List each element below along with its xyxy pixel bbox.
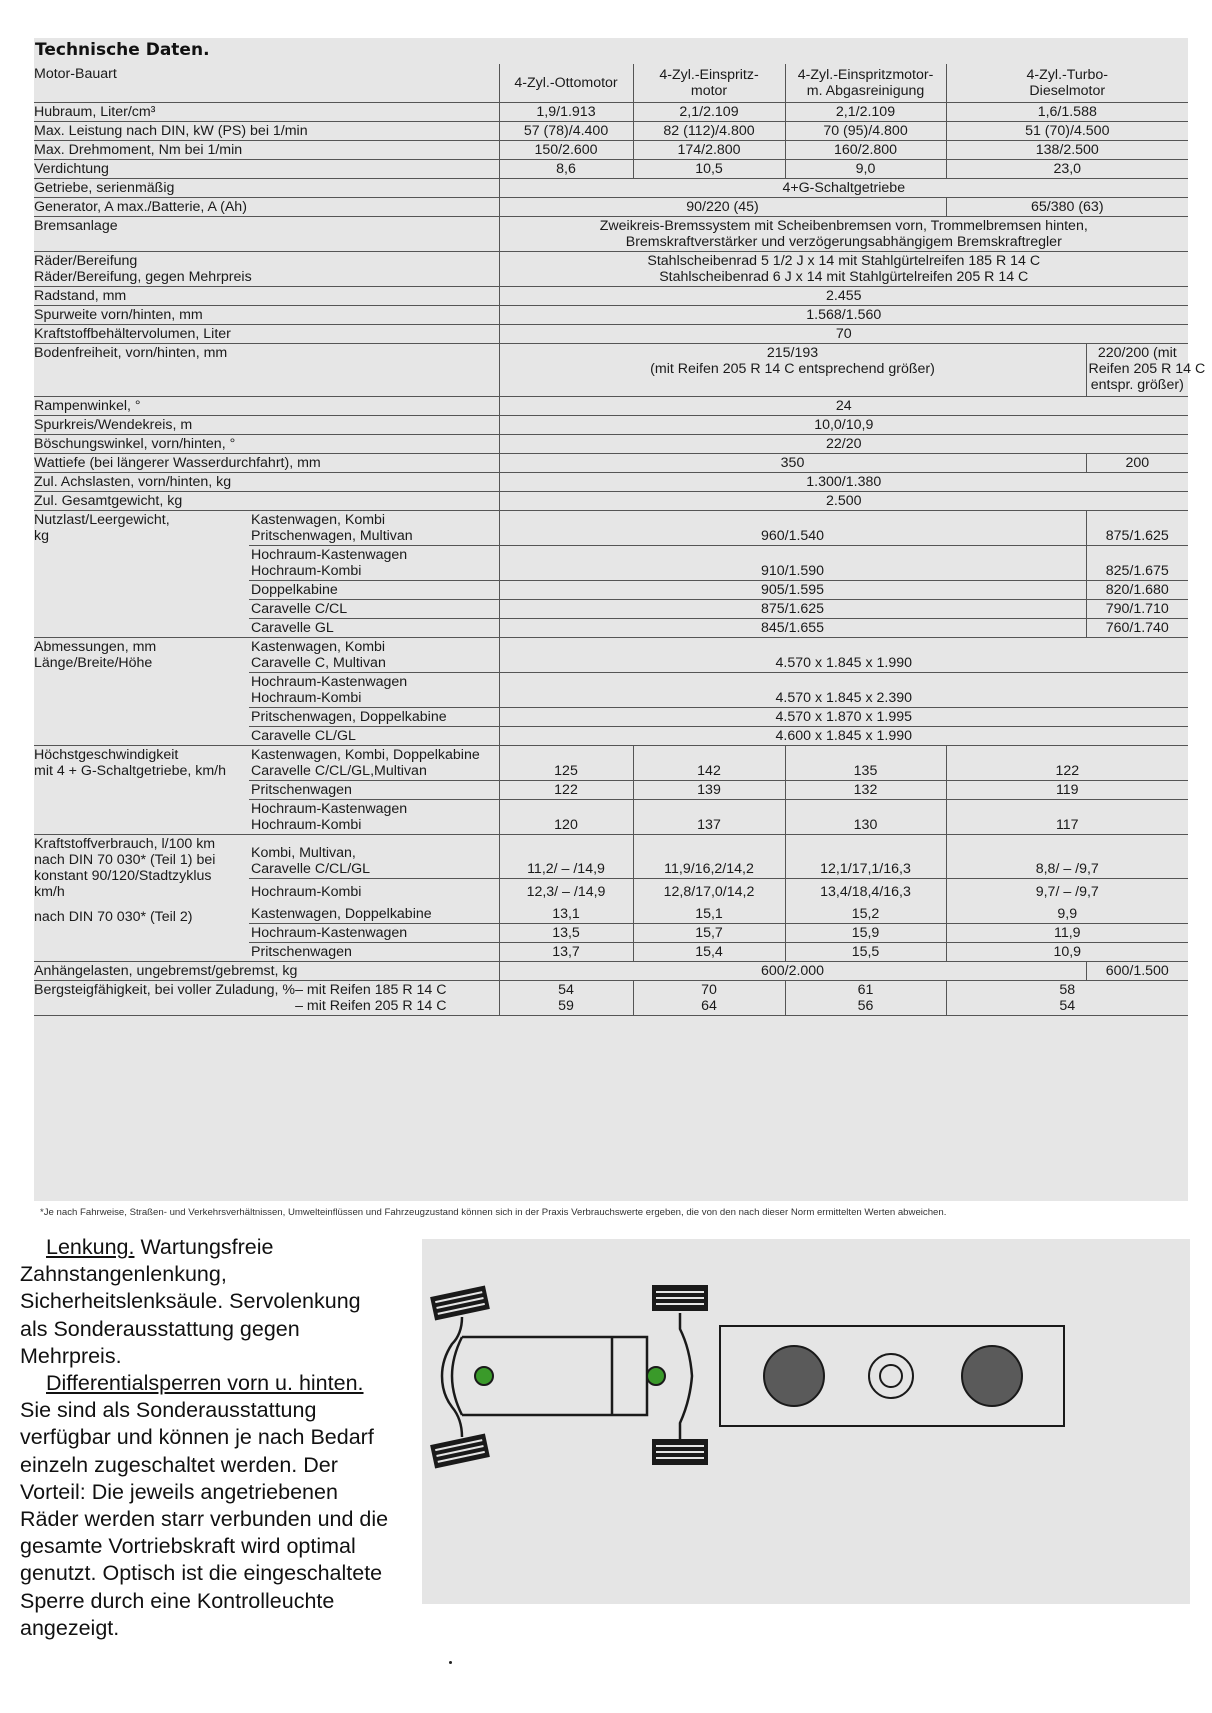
- column-header: 4-Zyl.-Einspritz- motor: [633, 64, 785, 102]
- row-label: Hubraum, Liter/cm³: [34, 102, 499, 121]
- cell: 142: [633, 745, 785, 780]
- section-title: Lenkung.: [46, 1235, 135, 1259]
- cell: 1,9/1.913: [499, 102, 633, 121]
- paragraph-lenkung: Lenkung. Wartungsfreie Zahnstangenlenkung, Sicherheitslenksäule. Servolenkung als Sonderausstattung gegen Mehrpreis.: [20, 1235, 361, 1368]
- cell: 790/1.710: [1086, 599, 1188, 618]
- cell: 910/1.590: [499, 545, 1086, 580]
- row-label: Spurkreis/Wendekreis, m: [34, 415, 499, 434]
- table-row: [34, 901, 1188, 924]
- cell: 12,8/17,0/14,2: [633, 878, 785, 901]
- cell: 10,9: [946, 942, 1188, 961]
- cell: 82 (112)/4.800: [633, 121, 785, 140]
- spec-table: [34, 64, 1206, 1016]
- cell: 10,0/10,9: [499, 415, 1188, 434]
- cell: 130: [785, 799, 946, 834]
- cell: 2.455: [499, 286, 1188, 305]
- table-row: [34, 980, 1188, 1015]
- cell: 820/1.680: [1086, 580, 1188, 599]
- row-label: Getriebe, serienmäßig: [34, 178, 499, 197]
- sub-label: Pritschenwagen: [249, 780, 499, 799]
- cell: 70 (95)/4.800: [785, 121, 946, 140]
- footnote: *Je nach Fahrweise, Straßen- und Verkehrsverhältnissen, Umwelteinflüssen und Fahrzeugzustand können sich in der Praxis Verbrauchswerte ergeben, die von den nach dieser Norm ermittelten Werten abweichen.: [40, 1207, 947, 1218]
- cell: 11,9/16,2/14,2: [633, 834, 785, 878]
- sub-label: Hochraum-Kastenwagen Hochraum-Kombi: [249, 799, 499, 834]
- sub-label: Kastenwagen, Kombi Pritschenwagen, Multivan: [249, 510, 499, 545]
- cell: 122: [946, 745, 1188, 780]
- cell: 13,1: [499, 901, 633, 924]
- cell: 51 (70)/4.500: [946, 121, 1188, 140]
- row-label: Höchstgeschwindigkeit mit 4 + G-Schaltgetriebe, km/h: [34, 745, 249, 834]
- cell: 845/1.655: [499, 618, 1086, 637]
- row-label: Bodenfreiheit, vorn/hinten, mm: [34, 343, 499, 396]
- cell: 61 56: [785, 980, 946, 1015]
- paragraph-differential: Differentialsperren vorn u. hinten. Sie sind als Sonderausstattung verfügbar und können je nach Bedarf einzeln zugeschaltet werden. Der Vorteil: Die jeweils angetriebenen Räder werden starr verbunden und die gesamte Vortriebskraft wird optimal genutzt. Optisch ist die eingeschaltete Sperre durch eine Kontrolleuchte angezeigt.: [20, 1371, 389, 1640]
- table-row: [34, 834, 1188, 878]
- cell: Stahlscheibenrad 5 1/2 J x 14 mit Stahlgürtelreifen 185 R 14 C Stahlscheibenrad 6 J x 14 mit Stahlgürtelreifen 205 R 14 C: [499, 251, 1188, 286]
- section-title: Differentialsperren vorn u. hinten.: [46, 1371, 364, 1396]
- cell: 1.300/1.380: [499, 472, 1188, 491]
- cell: 120: [499, 799, 633, 834]
- cell: 8,8/ – /9,7: [946, 834, 1188, 878]
- cell: 11,2/ – /14,9: [499, 834, 633, 878]
- sub-label: Pritschenwagen: [249, 942, 499, 961]
- row-label: Bremsanlage: [34, 216, 499, 251]
- cell: 8,6: [499, 159, 633, 178]
- switch-center-icon: [880, 1365, 902, 1387]
- row-label: Max. Leistung nach DIN, kW (PS) bei 1/min: [34, 121, 499, 140]
- table-row: [34, 745, 1188, 780]
- cell: 65/380 (63): [946, 197, 1188, 216]
- cell: 875/1.625: [499, 599, 1086, 618]
- cell: 875/1.625: [1086, 510, 1188, 545]
- row-label: Spurweite vorn/hinten, mm: [34, 305, 499, 324]
- table-row: [34, 286, 1188, 305]
- cell: 12,1/17,1/16,3: [785, 834, 946, 878]
- table-row: [34, 251, 1188, 286]
- sub-label: Kombi, Multivan, Caravelle C/CL/GL: [249, 834, 499, 878]
- table-row: [34, 305, 1188, 324]
- row-label: Rampenwinkel, °: [34, 396, 499, 415]
- sub-label: Doppelkabine: [249, 580, 499, 599]
- cell: 9,7/ – /9,7: [946, 878, 1188, 901]
- switch-ring-icon: [869, 1354, 913, 1398]
- column-header: 4-Zyl.-Turbo- Dieselmotor: [946, 64, 1188, 102]
- cell: 220/200 (mit Reifen 205 R 14 C entspr. größer): [1086, 343, 1188, 396]
- cell: 4.570 x 1.845 x 1.990: [499, 637, 1188, 672]
- wheel-icon: [652, 1439, 708, 1465]
- table-header-row: [34, 64, 1188, 102]
- row-label: Zul. Gesamtgewicht, kg: [34, 491, 499, 510]
- cell: 200: [1086, 453, 1188, 472]
- table-row: [34, 637, 1188, 672]
- table-row: [34, 197, 1188, 216]
- sub-label: Caravelle GL: [249, 618, 499, 637]
- cell: 135: [785, 745, 946, 780]
- cell: 12,3/ – /14,9: [499, 878, 633, 901]
- table-row: [34, 178, 1188, 197]
- cell: 15,9: [785, 923, 946, 942]
- cell: 9,0: [785, 159, 946, 178]
- cell: 58 54: [946, 980, 1188, 1015]
- row-label: Zul. Achslasten, vorn/hinten, kg: [34, 472, 499, 491]
- sub-label: Kastenwagen, Doppelkabine: [249, 901, 499, 924]
- cell: 138/2.500: [946, 140, 1188, 159]
- page-title: Technische Daten.: [35, 40, 210, 60]
- differential-diagram: [422, 1239, 1190, 1604]
- cell: 15,5: [785, 942, 946, 961]
- wheel-icon: [652, 1285, 708, 1311]
- cell: 760/1.740: [1086, 618, 1188, 637]
- cell: 350: [499, 453, 1086, 472]
- row-label: Kraftstoffbehältervolumen, Liter: [34, 324, 499, 343]
- table-row: [34, 121, 1188, 140]
- sub-label: Caravelle CL/GL: [249, 726, 499, 745]
- cell: 15,7: [633, 923, 785, 942]
- cell: 13,4/18,4/16,3: [785, 878, 946, 901]
- sub-label: Kastenwagen, Kombi, Doppelkabine Caravelle C/CL/GL,Multivan: [249, 745, 499, 780]
- cell: 1,6/1.588: [946, 102, 1188, 121]
- cell: 24: [499, 396, 1188, 415]
- row-label: Verdichtung: [34, 159, 499, 178]
- cell: 70: [499, 324, 1188, 343]
- cell: 11,9: [946, 923, 1188, 942]
- row-label: Abmessungen, mm Länge/Breite/Höhe: [34, 637, 249, 745]
- table-row: [34, 415, 1188, 434]
- table-row: [34, 102, 1188, 121]
- cell: 70 64: [633, 980, 785, 1015]
- row-label: Kraftstoffverbrauch, l/100 km nach DIN 70 030* (Teil 1) bei konstant 90/120/Stadtzyklus km/h: [34, 835, 216, 900]
- row-label: Bergsteigfähigkeit, bei voller Zuladung, % – mit Reifen 185 R 14 C – mit Reifen 205 R 14 C: [34, 980, 499, 1015]
- row-label: Wattiefe (bei längerer Wasserdurchfahrt), mm: [34, 453, 499, 472]
- cell: 119: [946, 780, 1188, 799]
- table-row: [34, 453, 1188, 472]
- sub-label: Hochraum-Kombi: [251, 883, 362, 900]
- cell: 9,9: [946, 901, 1188, 924]
- table-row: [34, 510, 1188, 545]
- cell: 905/1.595: [499, 580, 1086, 599]
- table-row: [34, 472, 1188, 491]
- cell: 215/193 (mit Reifen 205 R 14 C entsprechend größer): [499, 343, 1086, 396]
- wheel-icon: [430, 1285, 490, 1320]
- sub-label: Kastenwagen, Kombi Caravelle C, Multivan: [249, 637, 499, 672]
- table-row: [34, 140, 1188, 159]
- table-row: [34, 324, 1188, 343]
- row-label: Generator, A max./Batterie, A (Ah): [34, 197, 499, 216]
- row-label: nach DIN 70 030* (Teil 2): [34, 901, 249, 962]
- cell: 825/1.675: [1086, 545, 1188, 580]
- column-header: 4-Zyl.-Ottomotor: [499, 64, 633, 102]
- cell: 57 (78)/4.400: [499, 121, 633, 140]
- cell: 2.500: [499, 491, 1188, 510]
- table-row: [34, 396, 1188, 415]
- cell: 13,5: [499, 923, 633, 942]
- cell: 4.600 x 1.845 x 1.990: [499, 726, 1188, 745]
- sub-label: Caravelle C/CL: [249, 599, 499, 618]
- cell: 960/1.540: [499, 510, 1086, 545]
- cell: 150/2.600: [499, 140, 633, 159]
- cell: 10,5: [633, 159, 785, 178]
- cell: 54 59: [499, 980, 633, 1015]
- row-label: Räder/Bereifung Räder/Bereifung, gegen Mehrpreis: [34, 251, 499, 286]
- cell: 15,1: [633, 901, 785, 924]
- sub-label: Hochraum-Kastenwagen Hochraum-Kombi: [249, 545, 499, 580]
- cell: 117: [946, 799, 1188, 834]
- cell: 2,1/2.109: [785, 102, 946, 121]
- table-row: [34, 159, 1188, 178]
- cell: 90/220 (45): [499, 197, 946, 216]
- table-row: [34, 216, 1188, 251]
- table-row: [34, 434, 1188, 453]
- cell: 4+G-Schaltgetriebe: [499, 178, 1188, 197]
- front-differential-icon: [475, 1367, 493, 1385]
- table-row: [34, 343, 1188, 396]
- cell: 600/2.000: [499, 961, 1086, 980]
- body-text: [20, 1234, 390, 1642]
- cell: 13,7: [499, 942, 633, 961]
- cell: 15,4: [633, 942, 785, 961]
- sub-label: Hochraum-Kastenwagen: [249, 923, 499, 942]
- cell: 600/1.500: [1086, 961, 1188, 980]
- sub-label: Pritschenwagen, Doppelkabine: [249, 707, 499, 726]
- table-row: [34, 491, 1188, 510]
- row-label: Radstand, mm: [34, 286, 499, 305]
- cell: 1.568/1.560: [499, 305, 1188, 324]
- cell: 132: [785, 780, 946, 799]
- cell: 23,0: [946, 159, 1188, 178]
- cell: 160/2.800: [785, 140, 946, 159]
- column-header: 4-Zyl.-Einspritzmotor- m. Abgasreinigung: [785, 64, 946, 102]
- cell: 122: [499, 780, 633, 799]
- cell: 2,1/2.109: [633, 102, 785, 121]
- cell: 22/20: [499, 434, 1188, 453]
- motor-bauart-label: Motor-Bauart: [34, 64, 499, 102]
- row-label: Anhängelasten, ungebremst/gebremst, kg: [34, 961, 499, 980]
- indicator-light-left-icon: [764, 1346, 824, 1406]
- rear-differential-icon: [647, 1367, 665, 1385]
- indicator-light-right-icon: [962, 1346, 1022, 1406]
- cell: 125: [499, 745, 633, 780]
- row-label: Max. Drehmoment, Nm bei 1/min: [34, 140, 499, 159]
- cell: Zweikreis-Bremssystem mit Scheibenbremsen vorn, Trommelbremsen hinten, Bremskraftverstärker und verzögerungsabhängigem Bremskraftregler: [499, 216, 1188, 251]
- cell: 4.570 x 1.845 x 2.390: [499, 672, 1188, 707]
- table-row: [34, 961, 1188, 980]
- cell: 139: [633, 780, 785, 799]
- differential-diagram-panel: [422, 1239, 1190, 1604]
- cell: 137: [633, 799, 785, 834]
- cell: 4.570 x 1.870 x 1.995: [499, 707, 1188, 726]
- cell: 174/2.800: [633, 140, 785, 159]
- row-label: Böschungswinkel, vorn/hinten, °: [34, 434, 499, 453]
- cell: 15,2: [785, 901, 946, 924]
- row-label: Nutzlast/Leergewicht, kg: [34, 510, 249, 637]
- sub-label: Hochraum-Kastenwagen Hochraum-Kombi: [249, 672, 499, 707]
- page-mark: [449, 1661, 452, 1664]
- wheel-icon: [430, 1433, 490, 1468]
